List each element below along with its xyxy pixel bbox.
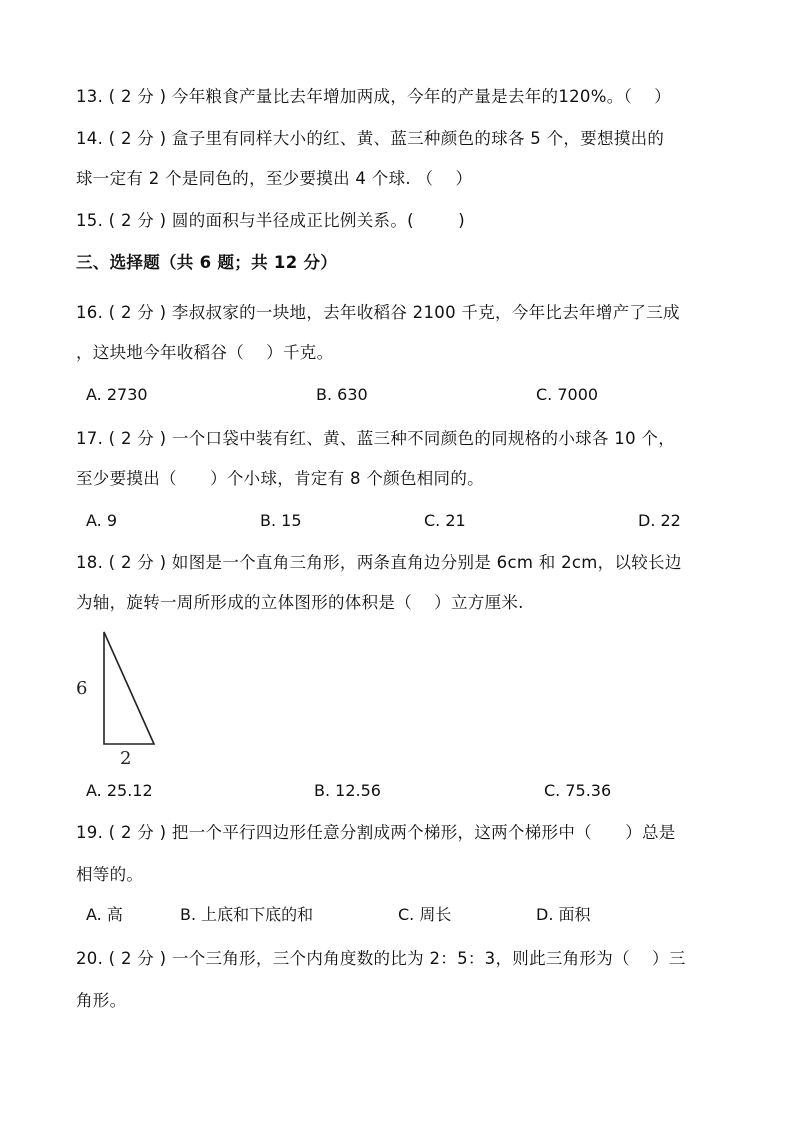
question-20-text-line-1: 20. ( 2 分 ) 一个三角形，三个内角度数的比为 2：5：3，则此三角形为（ ）三 <box>76 949 686 968</box>
horizontal-leg-label: 2 <box>120 748 132 768</box>
vertical-leg-label: 6 <box>76 678 88 699</box>
question-17-text-line-2: 至少要摸出（ ）个小球，肯定有 8 个颜色相同的。 <box>76 469 484 488</box>
question-19-text-line-1: 19. ( 2 分 ) 把一个平行四边形任意分割成两个梯形，这两个梯形中（ ）总是 <box>76 823 676 842</box>
right-triangle-shape <box>104 632 154 744</box>
option-b[interactable]: B. 15 <box>260 511 302 530</box>
question-18-text-line-2: 为轴，旋转一周所形成的立体图形的体积是（ ）立方厘米. <box>76 593 524 612</box>
question-16-text-line-1: 16. ( 2 分 ) 李叔叔家的一块地，去年收稻谷 2100 千克，今年比去年增产了三成 <box>76 303 680 322</box>
question-18-options <box>86 780 746 802</box>
option-b[interactable]: B. 上底和下底的和 <box>180 905 314 924</box>
question-19-text-line-2: 相等的。 <box>76 865 144 884</box>
question-15-text: 15. ( 2 分 ) 圆的面积与半径成正比例关系。( ) <box>76 211 465 230</box>
right-triangle-diagram <box>74 628 174 768</box>
question-14-text-line-1: 14. ( 2 分 ) 盒子里有同样大小的红、黄、蓝三种颜色的球各 5 个，要想摸出的 <box>76 129 665 148</box>
question-14-text-line-2: 球一定有 2 个是同色的，至少要摸出 4 个球. （ ） <box>76 169 473 188</box>
section-title-choice: 三、选择题（共 6 题；共 12 分） <box>76 253 338 272</box>
option-a[interactable]: A. 2730 <box>86 385 148 404</box>
question-20-text-line-2: 角形。 <box>76 991 127 1010</box>
question-16-text-line-2: ，这块地今年收稻谷（ ）千克。 <box>76 343 334 362</box>
option-c[interactable]: C. 7000 <box>536 385 599 404</box>
option-a[interactable]: A. 高 <box>86 905 123 924</box>
option-b[interactable]: B. 630 <box>316 385 368 404</box>
question-13-text: 13. ( 2 分 ) 今年粮食产量比去年增加两成，今年的产量是去年的120%。（ ） <box>76 87 672 106</box>
question-17-options <box>86 510 746 532</box>
option-c[interactable]: C. 21 <box>424 511 466 530</box>
right-triangle-figure <box>74 628 174 768</box>
option-a[interactable]: A. 25.12 <box>86 781 153 800</box>
question-19-options <box>86 904 746 926</box>
option-d[interactable]: D. 面积 <box>536 905 591 924</box>
question-16-options <box>86 384 746 406</box>
option-c[interactable]: C. 75.36 <box>544 781 612 800</box>
question-18-text-line-1: 18. ( 2 分 ) 如图是一个直角三角形，两条直角边分别是 6cm 和 2cm，以较长边 <box>76 553 682 572</box>
option-d[interactable]: D. 22 <box>638 511 681 530</box>
option-b[interactable]: B. 12.56 <box>314 781 381 800</box>
option-c[interactable]: C. 周长 <box>398 905 452 924</box>
question-17-text-line-1: 17. ( 2 分 ) 一个口袋中装有红、黄、蓝三种不同颜色的同规格的小球各 10 个， <box>76 429 676 448</box>
option-a[interactable]: A. 9 <box>86 511 118 530</box>
